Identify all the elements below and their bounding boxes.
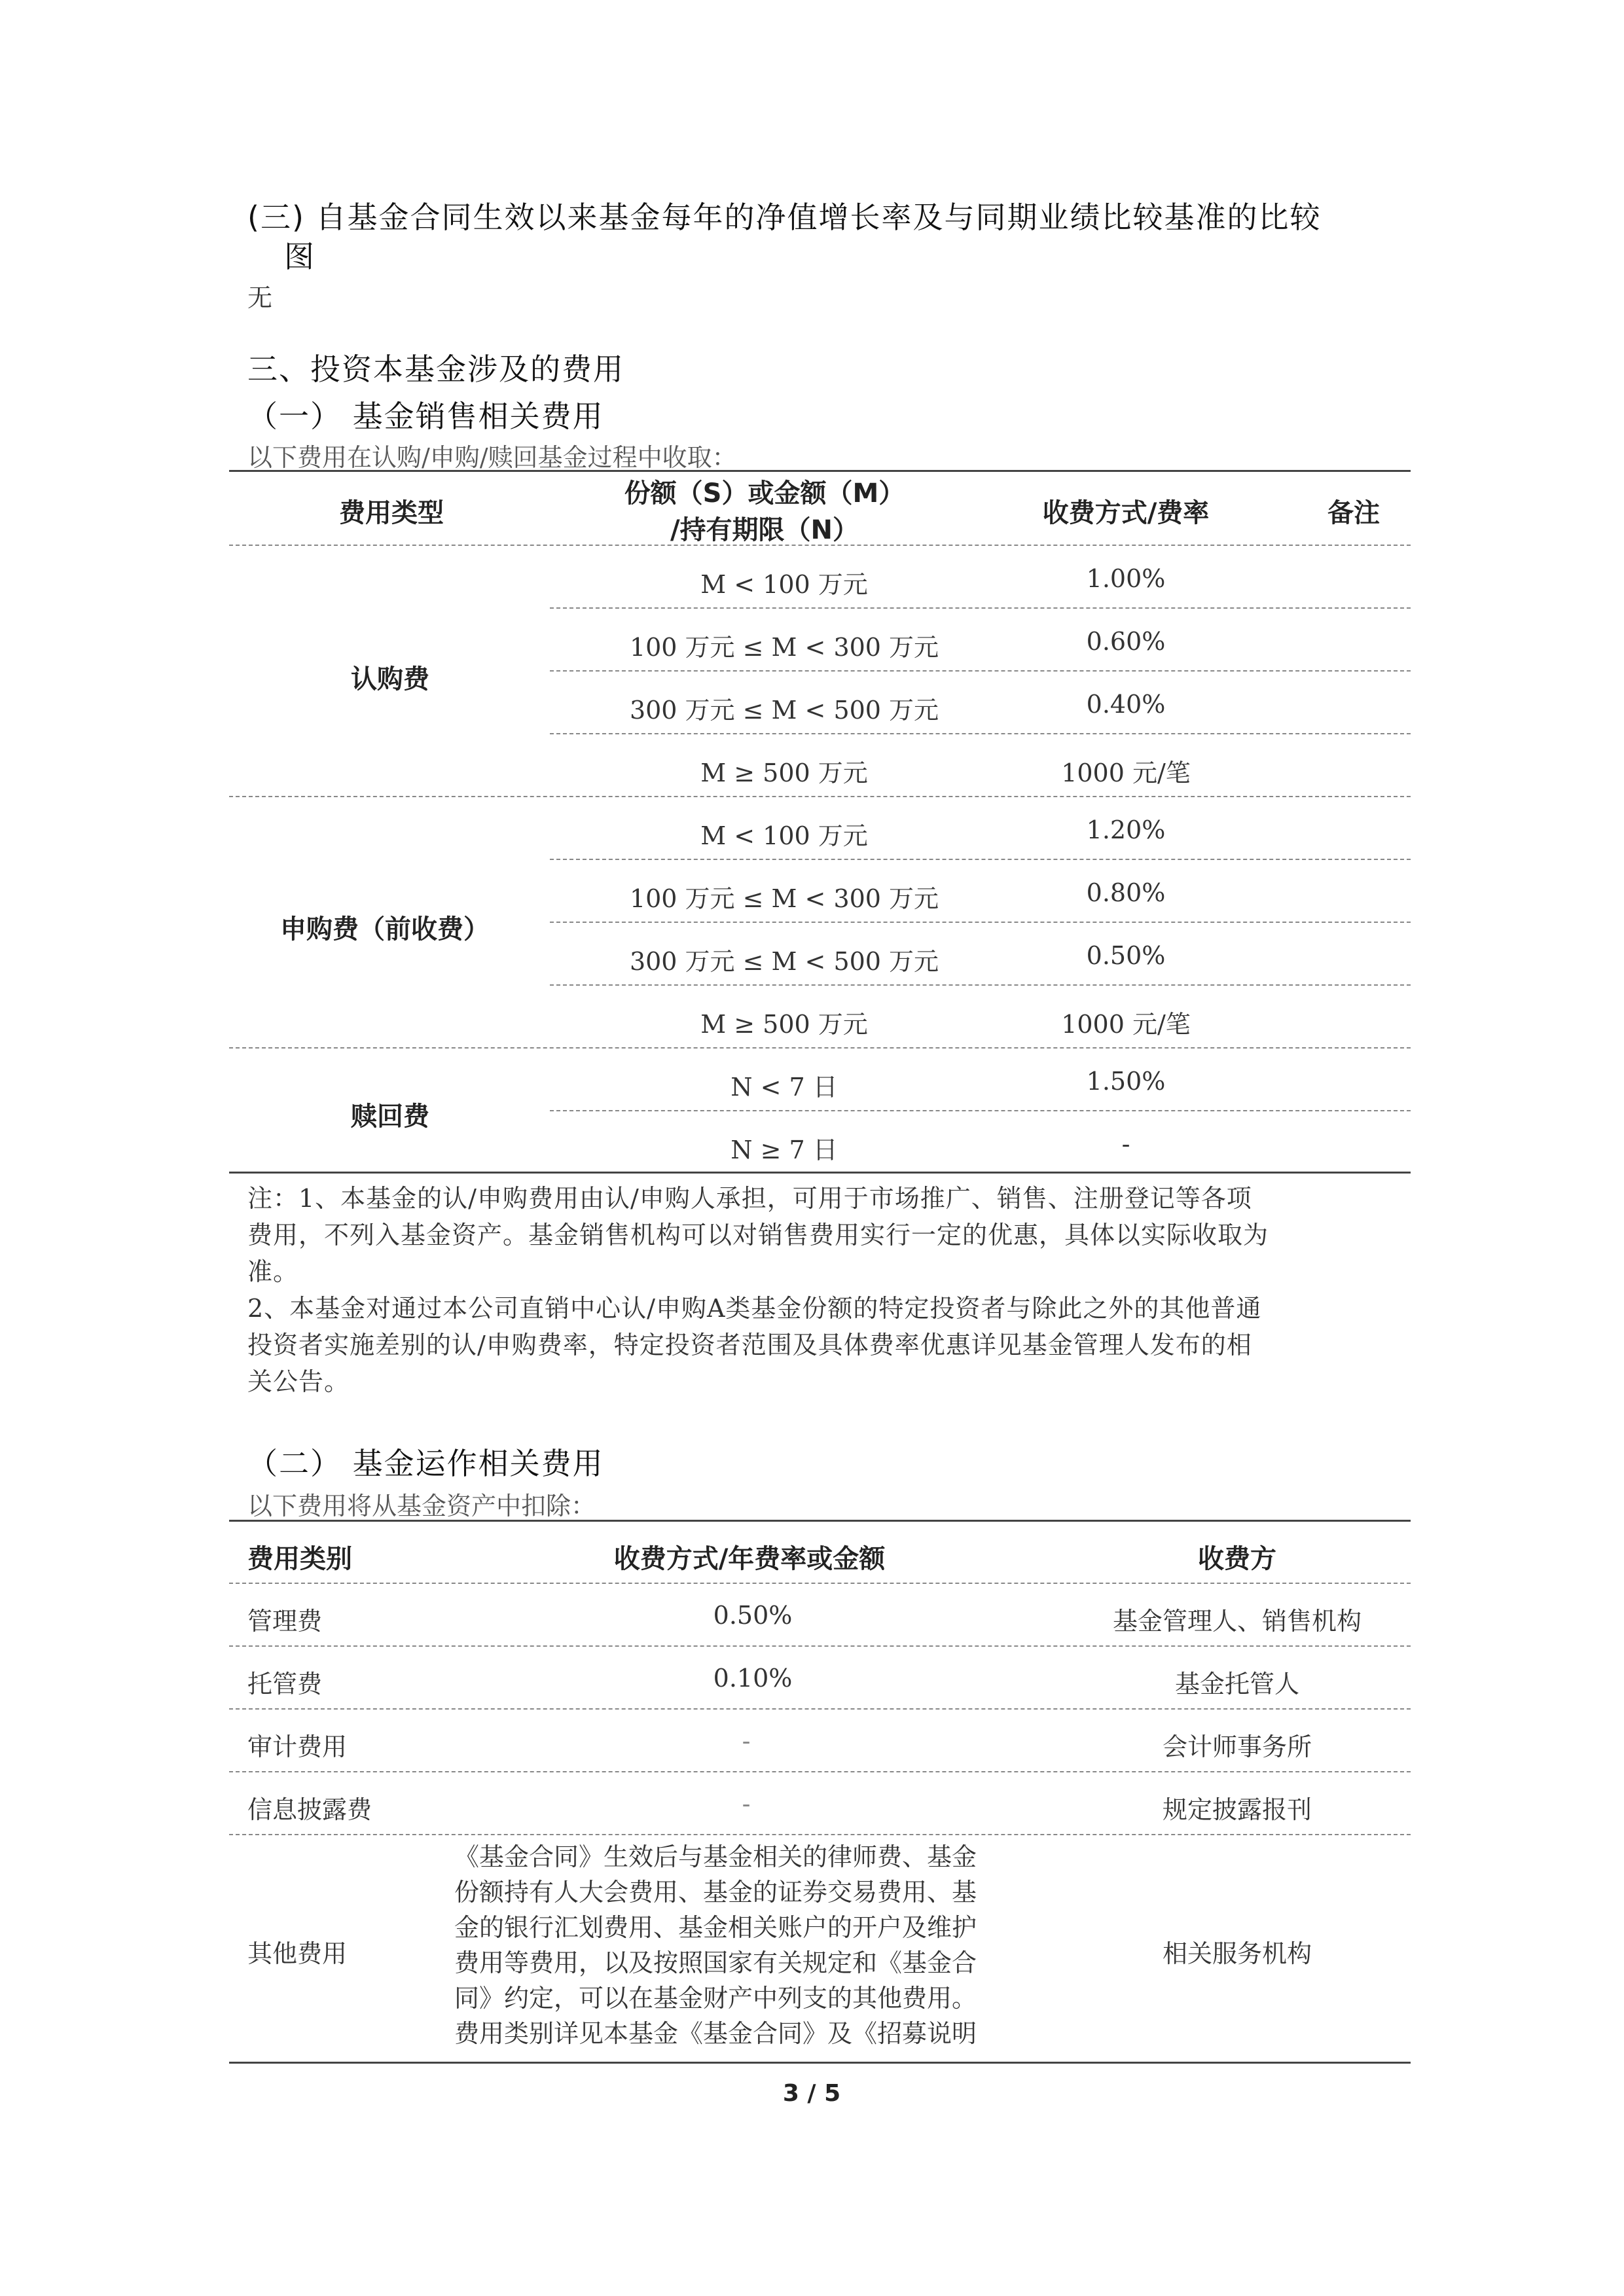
method-cell: -	[742, 1789, 751, 1818]
header-payee: 收费方	[1198, 1544, 1276, 1574]
payee-cell: 会计师事务所	[1162, 1732, 1312, 1761]
section-heading: (三) 自基金合同生效以来基金每年的净值增长率及与同期业绩比较基准的比较	[247, 200, 1322, 235]
rate-cell: 0.60%	[1086, 627, 1166, 656]
rate-cell: 1.20%	[1086, 816, 1166, 844]
header-amount-line2: /持有期限（N）	[670, 515, 859, 545]
header-category: 费用类别	[247, 1544, 352, 1574]
row-divider	[550, 733, 1411, 734]
rate-cell: 1.50%	[1086, 1067, 1166, 1096]
subsection-title-operations: （二） 基金运作相关费用	[247, 1446, 604, 1481]
note-line: 注：1、本基金的认/申购费用由认/申购人承担，可用于市场推广、销售、注册登记等各项	[247, 1184, 1252, 1213]
range-cell: N < 7 日	[731, 1073, 838, 1102]
row-divider	[229, 1708, 1411, 1710]
range-cell: 100 万元 ≤ M < 300 万元	[629, 884, 939, 913]
table-bottom-rule	[229, 1172, 1411, 1174]
row-divider	[550, 984, 1411, 986]
row-divider	[550, 607, 1411, 609]
rate-cell: 1000 元/笔	[1061, 1010, 1191, 1039]
method-description-line: 费用等费用，以及按照国家有关规定和《基金合	[454, 1948, 977, 1977]
range-cell: M ≥ 500 万元	[700, 1010, 868, 1039]
range-cell: M ≥ 500 万元	[700, 759, 868, 787]
rate-cell: 1.00%	[1086, 564, 1166, 593]
row-divider	[229, 1771, 1411, 1772]
rate-cell: 0.40%	[1086, 690, 1166, 719]
header-fee-type: 费用类型	[339, 498, 444, 528]
group-divider	[229, 796, 1411, 797]
section-body-text: 无	[247, 283, 273, 312]
range-cell: M < 100 万元	[700, 821, 868, 850]
group-divider	[229, 1047, 1411, 1049]
method-description-line: 《基金合同》生效后与基金相关的律师费、基金	[454, 1842, 977, 1871]
range-cell: 300 万元 ≤ M < 500 万元	[629, 696, 939, 725]
method-description	[454, 1839, 977, 2051]
group-label-purchase: 申购费（前收费）	[280, 914, 490, 944]
range-cell: 300 万元 ≤ M < 500 万元	[629, 947, 939, 976]
group-label-subscription: 认购费	[351, 664, 429, 694]
subsection-intro-operations: 以下费用将从基金资产中扣除：	[247, 1492, 596, 1520]
note-line: 投资者实施差别的认/申购费率，特定投资者范围及具体费率优惠详见基金管理人发布的相	[247, 1331, 1252, 1359]
payee-cell: 基金托管人	[1174, 1670, 1300, 1698]
payee-cell: 相关服务机构	[1162, 1939, 1312, 1968]
note-line: 准。	[247, 1257, 299, 1286]
table-bottom-rule	[229, 2062, 1411, 2064]
row-divider	[550, 859, 1411, 860]
header-divider	[229, 545, 1411, 546]
category-cell: 审计费用	[247, 1732, 348, 1761]
row-divider	[229, 1834, 1411, 1835]
category-cell: 托管费	[247, 1670, 323, 1698]
rate-cell: -	[1121, 1130, 1130, 1158]
note-line: 关公告。	[247, 1367, 350, 1396]
range-cell: 100 万元 ≤ M < 300 万元	[629, 633, 939, 662]
table-top-rule	[229, 1520, 1411, 1522]
range-cell: M < 100 万元	[700, 570, 868, 599]
range-cell: N ≥ 7 日	[731, 1136, 838, 1164]
rate-cell: 0.50%	[1086, 941, 1166, 970]
row-divider	[229, 1645, 1411, 1647]
header-remark: 备注	[1327, 498, 1380, 528]
category-cell: 信息披露费	[247, 1795, 372, 1824]
page-number: 3 / 5	[782, 2080, 841, 2107]
method-cell: -	[742, 1727, 751, 1755]
header-rate: 收费方式/费率	[1042, 498, 1210, 528]
method-description-line: 费用类别详见本基金《基金合同》及《招募说明	[454, 2019, 977, 2048]
header-amount: 份额（S）或金额（M）	[624, 478, 905, 509]
method-description-line: 金的银行汇划费用、基金相关账户的开户及维护	[454, 1913, 977, 1942]
method-description-line: 份额持有人大会费用、基金的证券交易费用、基	[454, 1878, 977, 1907]
payee-cell: 规定披露报刊	[1162, 1795, 1312, 1824]
group-label-redemption: 赎回费	[351, 1102, 429, 1132]
payee-cell: 基金管理人、销售机构	[1112, 1607, 1362, 1636]
note-line: 2、本基金对通过本公司直销中心认/申购A类基金份额的特定投资者与除此之外的其他普通	[247, 1294, 1262, 1323]
header-divider	[229, 1583, 1411, 1584]
note-line: 费用，不列入基金资产。基金销售机构可以对销售费用实行一定的优惠，具体以实际收取为	[247, 1221, 1269, 1249]
rate-cell: 0.80%	[1086, 878, 1166, 907]
method-description-line: 同》约定，可以在基金财产中列支的其他费用。	[454, 1984, 977, 2013]
table-top-rule	[229, 470, 1411, 472]
row-divider	[550, 1110, 1411, 1111]
rate-cell: 1000 元/笔	[1061, 759, 1191, 787]
category-cell: 管理费	[247, 1607, 323, 1636]
row-divider	[550, 670, 1411, 672]
method-cell: 0.50%	[713, 1601, 793, 1630]
row-divider	[550, 922, 1411, 923]
subsection-title-sales: （一） 基金销售相关费用	[247, 399, 604, 434]
method-cell: 0.10%	[713, 1664, 793, 1693]
subsection-intro-sales: 以下费用在认购/申购/赎回基金过程中收取：	[247, 443, 737, 472]
part-title: 三、投资本基金涉及的费用	[247, 351, 624, 387]
section-heading-continued: 图	[284, 239, 316, 274]
header-method: 收费方式/年费率或金额	[613, 1544, 886, 1574]
category-cell: 其他费用	[247, 1939, 348, 1968]
